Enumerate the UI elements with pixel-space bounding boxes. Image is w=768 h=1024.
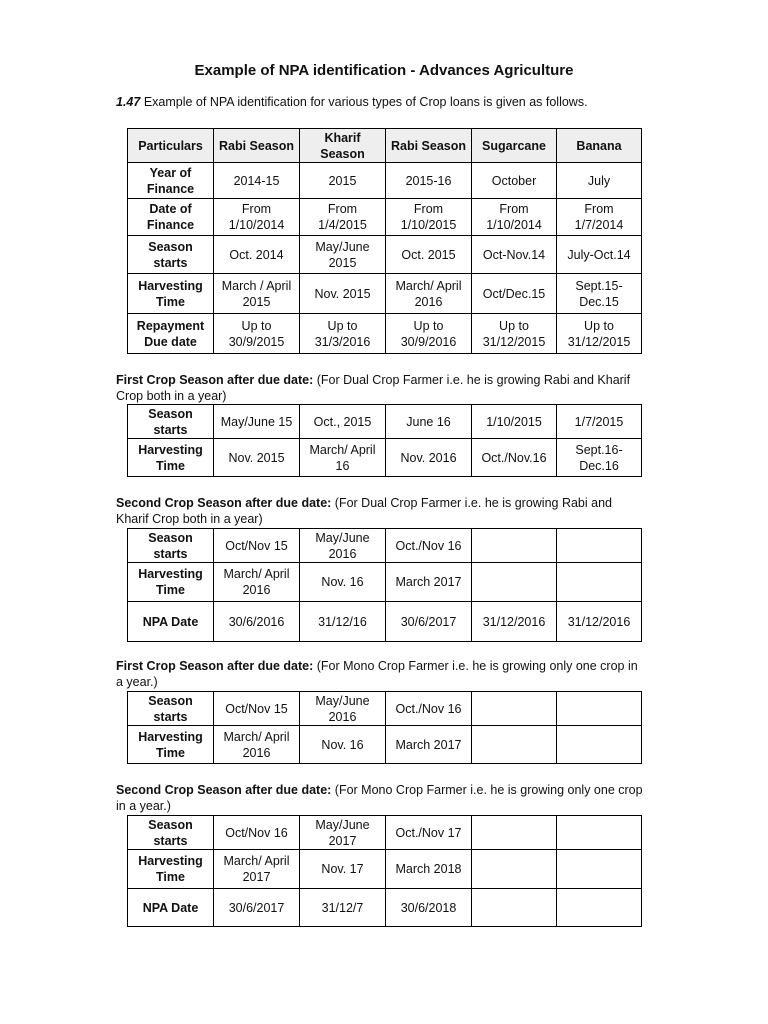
row-label: NPA Date: [128, 889, 214, 927]
section-heading-text: (For Dual Crop Farmer i.e. he is growing Rabi and Kharif Crop both in a year): [116, 373, 631, 403]
second-crop-mono-table: [127, 815, 642, 927]
row-label: Season starts: [128, 529, 214, 563]
table-cell: Oct/Nov 15: [214, 692, 300, 726]
table-cell: March / April 2015: [214, 274, 300, 314]
table-cell: May/June 15: [214, 405, 300, 439]
table-row: [128, 163, 642, 199]
table-row: [128, 439, 642, 477]
table-cell: From 1/10/2014: [214, 199, 300, 236]
table-cell: Up to 30/9/2016: [386, 314, 472, 354]
table-cell: From 1/10/2015: [386, 199, 472, 236]
row-label: Harvesting Time: [128, 850, 214, 889]
table-cell: March/ April 2017: [214, 850, 300, 889]
table-row: [128, 199, 642, 236]
table-cell: Oct/Dec.15: [472, 274, 557, 314]
table-cell: Oct. 2015: [386, 236, 472, 274]
table-cell: Oct/Nov 15: [214, 529, 300, 563]
table-row: [128, 816, 642, 850]
table-cell: July-Oct.14: [557, 236, 642, 274]
row-label: Season starts: [128, 816, 214, 850]
table-cell: 2015-16: [386, 163, 472, 199]
table-cell: May/June 2015: [300, 236, 386, 274]
table-cell: 30/6/2017: [214, 889, 300, 927]
row-label: Season starts: [128, 692, 214, 726]
table-cell: March/ April 2016: [386, 274, 472, 314]
column-header: Banana: [557, 129, 642, 163]
table-row: [128, 236, 642, 274]
table-header-row: [128, 129, 642, 163]
intro-text: Example of NPA identification for various types of Crop loans is given as follows.: [140, 95, 588, 109]
row-label: Year of Finance: [128, 163, 214, 199]
section-heading-text: (For Dual Crop Farmer i.e. he is growing Rabi and Kharif Crop both in a year): [116, 496, 612, 526]
row-label: Harvesting Time: [128, 439, 214, 477]
table-cell: From 1/7/2014: [557, 199, 642, 236]
table-cell: [557, 563, 642, 602]
table-cell: Oct./Nov.16: [472, 439, 557, 477]
table-cell: 31/12/2016: [557, 602, 642, 642]
table-cell: [557, 692, 642, 726]
table-row: [128, 405, 642, 439]
table-cell: [472, 692, 557, 726]
table-cell: March 2017: [386, 563, 472, 602]
table-cell: 2015: [300, 163, 386, 199]
table-cell: 31/12/7: [300, 889, 386, 927]
section-heading: [116, 782, 646, 814]
table-cell: May/June 2016: [300, 692, 386, 726]
table-cell: Oct./Nov 17: [386, 816, 472, 850]
section-heading-bold: Second Crop Season after due date:: [116, 783, 332, 797]
row-label: Harvesting Time: [128, 563, 214, 602]
table-row: [128, 529, 642, 563]
table-cell: March/ April 2016: [214, 726, 300, 764]
table-cell: Up to 31/12/2015: [472, 314, 557, 354]
table-cell: Nov. 17: [300, 850, 386, 889]
table-row: [128, 692, 642, 726]
table-cell: [557, 816, 642, 850]
table-cell: March 2018: [386, 850, 472, 889]
table-cell: March/ April 2016: [214, 563, 300, 602]
second-crop-dual-table: [127, 528, 642, 642]
table-cell: From 1/4/2015: [300, 199, 386, 236]
section-number: 1.47: [116, 95, 141, 109]
table-cell: July: [557, 163, 642, 199]
table-cell: From 1/10/2014: [472, 199, 557, 236]
row-label: Date of Finance: [128, 199, 214, 236]
table-row: [128, 563, 642, 602]
table-cell: [472, 563, 557, 602]
section-heading-bold: Second Crop Season after due date:: [116, 496, 332, 510]
table-cell: [557, 529, 642, 563]
table-cell: May/June 2016: [300, 529, 386, 563]
table-cell: March 2017: [386, 726, 472, 764]
table-row: [128, 602, 642, 642]
table-cell: Oct., 2015: [300, 405, 386, 439]
row-label: Harvesting Time: [128, 274, 214, 314]
table-cell: 1/10/2015: [472, 405, 557, 439]
table-cell: [557, 889, 642, 927]
section-heading: [116, 372, 646, 404]
column-header: Rabi Season: [214, 129, 300, 163]
row-label: Season starts: [128, 405, 214, 439]
table-cell: [557, 850, 642, 889]
table-cell: 30/6/2016: [214, 602, 300, 642]
table-cell: Nov. 2015: [214, 439, 300, 477]
table-cell: Sept.16-Dec.16: [557, 439, 642, 477]
column-header: Rabi Season: [386, 129, 472, 163]
table-cell: 1/7/2015: [557, 405, 642, 439]
table-row: [128, 274, 642, 314]
table-cell: Oct./Nov 16: [386, 692, 472, 726]
column-header: Sugarcane: [472, 129, 557, 163]
table-cell: 30/6/2017: [386, 602, 472, 642]
table-cell: [472, 850, 557, 889]
table-cell: May/June 2017: [300, 816, 386, 850]
section-heading: [116, 495, 646, 527]
first-crop-dual-table: [127, 404, 642, 477]
table-cell: Up to 31/3/2016: [300, 314, 386, 354]
table-cell: October: [472, 163, 557, 199]
table-cell: Oct-Nov.14: [472, 236, 557, 274]
table-row: [128, 889, 642, 927]
intro-paragraph: [116, 95, 588, 109]
table-cell: Oct/Nov 16: [214, 816, 300, 850]
table-cell: Nov. 16: [300, 726, 386, 764]
column-header: Kharif Season: [300, 129, 386, 163]
row-label: Harvesting Time: [128, 726, 214, 764]
table-cell: [472, 529, 557, 563]
table-cell: 30/6/2018: [386, 889, 472, 927]
section-heading-bold: First Crop Season after due date:: [116, 659, 314, 673]
table-cell: 31/12/16: [300, 602, 386, 642]
row-label: Season starts: [128, 236, 214, 274]
first-crop-mono-table: [127, 691, 642, 764]
table-cell: [472, 816, 557, 850]
table-cell: Nov. 2015: [300, 274, 386, 314]
section-heading: [116, 658, 646, 690]
table-row: [128, 850, 642, 889]
column-header: Particulars: [128, 129, 214, 163]
table-row: [128, 314, 642, 354]
table-cell: Sept.15-Dec.15: [557, 274, 642, 314]
table-cell: March/ April 16: [300, 439, 386, 477]
section-heading-text: (For Mono Crop Farmer i.e. he is growing only one crop in a year.): [116, 783, 643, 813]
section-heading-bold: First Crop Season after due date:: [116, 373, 314, 387]
table-cell: 31/12/2016: [472, 602, 557, 642]
table-cell: Nov. 16: [300, 563, 386, 602]
table-cell: June 16: [386, 405, 472, 439]
page-title: Example of NPA identification - Advances Agriculture: [194, 62, 574, 79]
table-cell: [472, 726, 557, 764]
section-heading-text: (For Mono Crop Farmer i.e. he is growing only one crop in a year.): [116, 659, 638, 689]
row-label: Repayment Due date: [128, 314, 214, 354]
row-label: NPA Date: [128, 602, 214, 642]
table-cell: [557, 726, 642, 764]
table-cell: Oct./Nov 16: [386, 529, 472, 563]
table-row: [128, 726, 642, 764]
table-cell: Nov. 2016: [386, 439, 472, 477]
main-npa-table: [127, 128, 642, 354]
table-cell: Up to 31/12/2015: [557, 314, 642, 354]
table-cell: Up to 30/9/2015: [214, 314, 300, 354]
table-cell: [472, 889, 557, 927]
table-cell: Oct. 2014: [214, 236, 300, 274]
table-cell: 2014-15: [214, 163, 300, 199]
